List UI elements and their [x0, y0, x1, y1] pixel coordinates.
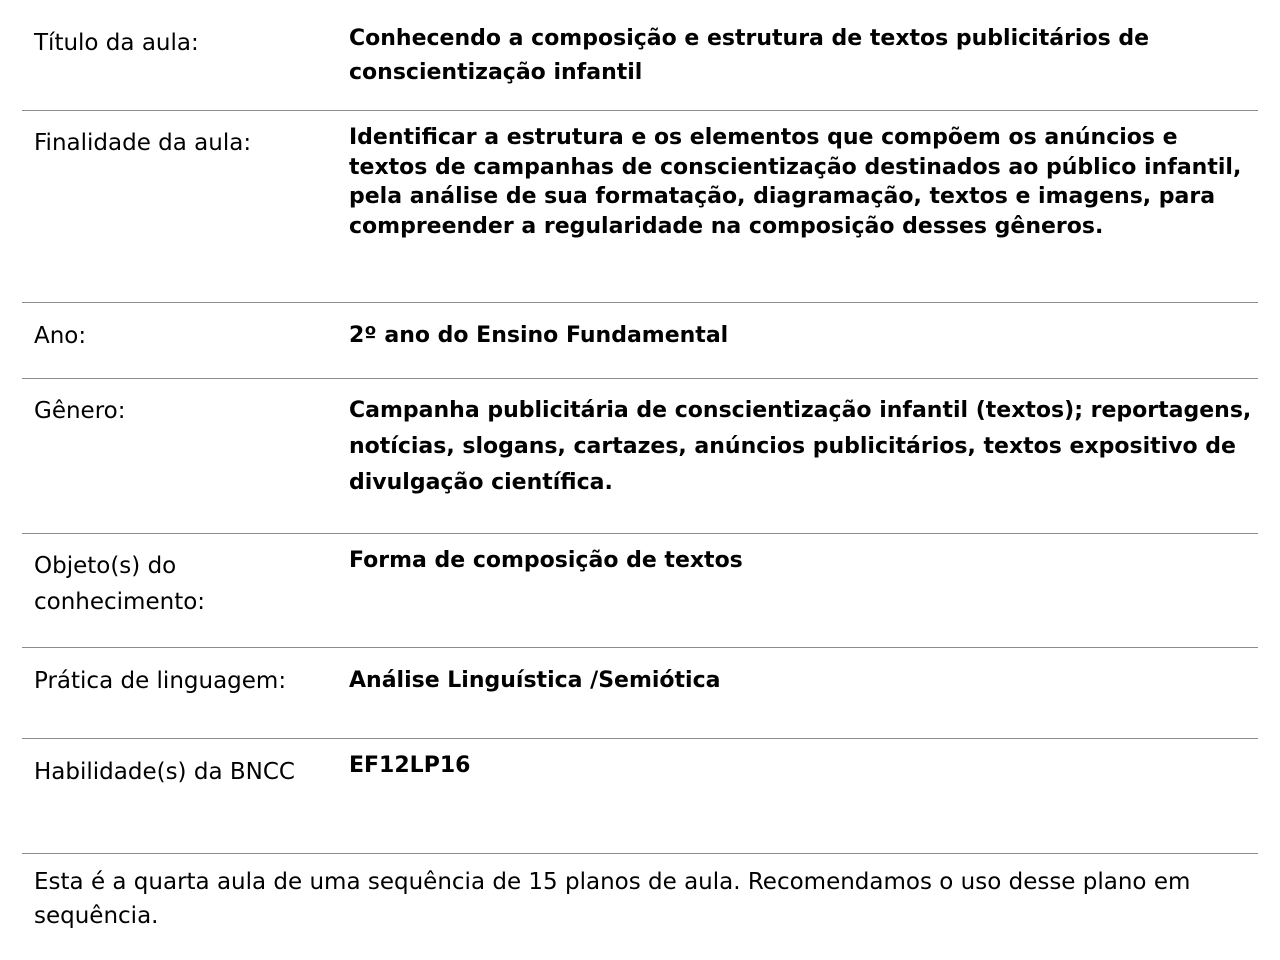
row-genero [22, 379, 1258, 534]
row-label: Prática de linguagem: [34, 668, 287, 694]
row-value: Conhecendo a composição e estrutura de textos publicitários de conscientização infantil [349, 26, 1150, 85]
row-label: Ano: [34, 323, 87, 349]
row-finalidade [22, 111, 1258, 303]
row-value: Identificar a estrutura e os elementos que compõem os anúncios e textos de campanhas de conscientização destinados ao público infantil, pela análise de sua formatação, diagramação, textos e imagens, para compreender a regularidade na composição desses gêneros. [349, 125, 1242, 239]
row-label: Habilidade(s) da BNCC [34, 759, 295, 785]
row-label: Objeto(s) do conhecimento: [34, 553, 206, 615]
row-value: Forma de composição de textos [349, 548, 743, 573]
row-value: EF12LP16 [349, 753, 471, 778]
row-value: Campanha publicitária de conscientização infantil (textos); reportagens, notícias, slogans, cartazes, anúncios publicitários, textos expositivo de divulgação científica. [349, 398, 1252, 495]
row-objeto [22, 534, 1258, 648]
row-label: Gênero: [34, 398, 126, 424]
row-ano [22, 303, 1258, 379]
row-label: Finalidade da aula: [34, 130, 252, 156]
row-value: Análise Linguística /Semiótica [349, 668, 721, 693]
row-titulo [22, 0, 1258, 111]
row-habilidade [22, 739, 1258, 854]
row-pratica [22, 648, 1258, 739]
row-value: 2º ano do Ensino Fundamental [349, 323, 729, 348]
sequence-note: Esta é a quarta aula de uma sequência de 15 planos de aula. Recomendamos o uso desse plano em sequência. [34, 869, 1191, 929]
row-label: Título da aula: [34, 30, 199, 56]
